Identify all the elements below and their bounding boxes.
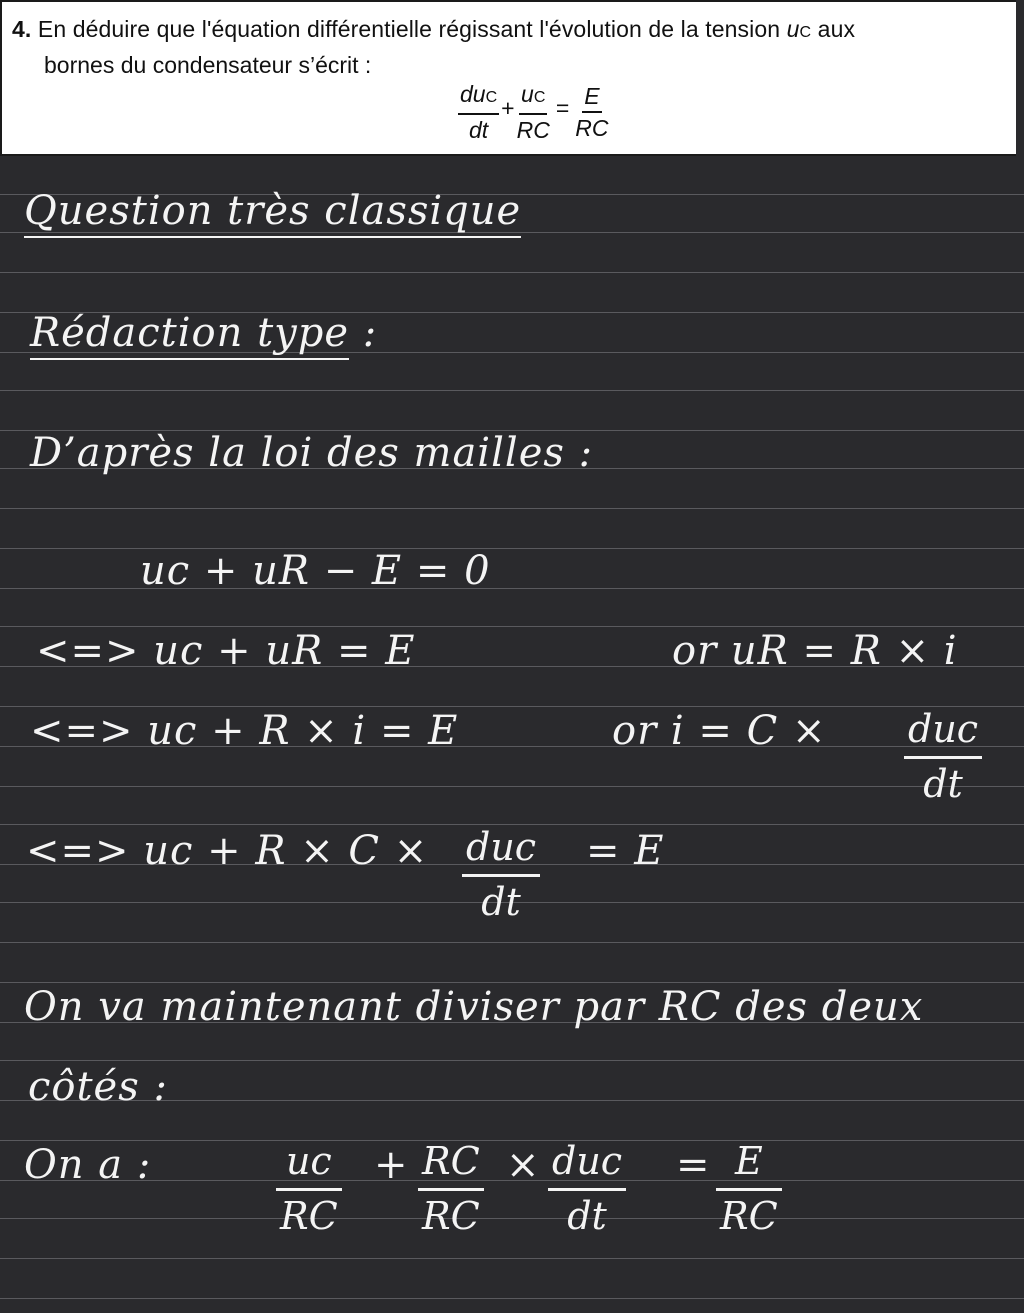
- final-fraction-1: [276, 1140, 342, 1237]
- f2-num: u: [521, 81, 534, 107]
- equation-4-end: = E: [586, 828, 665, 874]
- eq3-frac-den: dt: [923, 762, 963, 806]
- heading-redaction-type: Rédaction type :: [30, 310, 377, 356]
- final-f4-den: RC: [720, 1194, 778, 1238]
- text-diviser-par-rc: On va maintenant diviser par RC des deux: [24, 984, 924, 1030]
- final-f1-den: RC: [280, 1194, 338, 1238]
- rule-line: [0, 786, 1024, 787]
- rule-line: [0, 1060, 1024, 1061]
- rule-line: [0, 982, 1024, 983]
- final-plus: +: [374, 1142, 409, 1188]
- fraction-bar: [716, 1188, 782, 1191]
- final-equals: =: [676, 1142, 711, 1188]
- text-on-a: On a :: [24, 1142, 152, 1188]
- text-cotes: côtés :: [28, 1064, 168, 1110]
- final-fraction-3: [548, 1140, 626, 1237]
- fraction-bar: [418, 1188, 484, 1191]
- formula-equals: =: [555, 94, 570, 121]
- final-fraction-4: [716, 1140, 782, 1237]
- final-f2-den: RC: [422, 1194, 480, 1238]
- fraction-bar: [462, 874, 540, 877]
- rule-line: [0, 1298, 1024, 1299]
- final-fraction-2: [418, 1140, 484, 1237]
- formula-fraction-3: [575, 82, 608, 142]
- rule-line: [0, 626, 1024, 627]
- equation-4: <=> uc + R × C ×: [26, 828, 429, 874]
- final-f3-den: dt: [567, 1194, 607, 1238]
- equation-3-note: or i = C ×: [612, 708, 827, 754]
- formula-fraction-2: [517, 80, 550, 144]
- equation-2-note: or uR = R × i: [672, 628, 958, 674]
- rule-line: [0, 1218, 1024, 1219]
- intro-loi-des-mailles: D’après la loi des mailles :: [30, 430, 594, 476]
- f2-den: RC: [516, 117, 550, 143]
- f2-num-sub: C: [533, 89, 546, 106]
- rule-line: [0, 390, 1024, 391]
- final-f4-num: E: [734, 1139, 763, 1183]
- eq3-frac-num: duc: [908, 707, 979, 751]
- formula-plus: +: [501, 94, 515, 121]
- rule-line: [0, 1140, 1024, 1141]
- question-var-u: u: [786, 16, 800, 42]
- fraction-bar: [548, 1188, 626, 1191]
- rule-line: [0, 272, 1024, 273]
- fraction-bar: [276, 1188, 342, 1191]
- f3-num: E: [582, 82, 601, 113]
- f1-num: du: [460, 81, 486, 107]
- question-text-end: aux: [811, 16, 856, 42]
- equation-1: uc + uR − E = 0: [140, 548, 491, 594]
- rule-line: [0, 942, 1024, 943]
- question-line-1: [12, 16, 855, 43]
- question-formula: [458, 80, 609, 144]
- question-text-1: En déduire que l'équation différentielle régissant l'évolution de la tension: [31, 16, 787, 42]
- final-f1-num: uc: [285, 1139, 332, 1183]
- equation-3: <=> uc + R × i = E: [30, 708, 459, 754]
- rule-line: [0, 706, 1024, 707]
- equation-4-fraction: [462, 826, 540, 923]
- final-times: ×: [506, 1142, 541, 1188]
- final-f3-num: duc: [552, 1139, 623, 1183]
- question-var-sub: C: [799, 24, 812, 41]
- final-f2-num: RC: [422, 1139, 480, 1183]
- equation-2: <=> uc + uR = E: [36, 628, 416, 674]
- f1-den: dt: [468, 117, 489, 143]
- f1-num-sub: C: [485, 89, 498, 106]
- heading-question-tres-classique: Question très classique: [24, 188, 521, 234]
- equation-3-fraction: [904, 708, 982, 805]
- eq4-frac-num: duc: [466, 825, 537, 869]
- f3-den: RC: [575, 115, 609, 141]
- question-box: [0, 0, 1016, 156]
- rule-line: [0, 1258, 1024, 1259]
- question-line-2: bornes du condensateur s’écrit :: [44, 52, 372, 78]
- eq4-frac-den: dt: [481, 880, 521, 924]
- rule-line: [0, 508, 1024, 509]
- question-number: 4.: [12, 16, 32, 42]
- formula-fraction-1: [458, 80, 499, 144]
- fraction-bar: [904, 756, 982, 759]
